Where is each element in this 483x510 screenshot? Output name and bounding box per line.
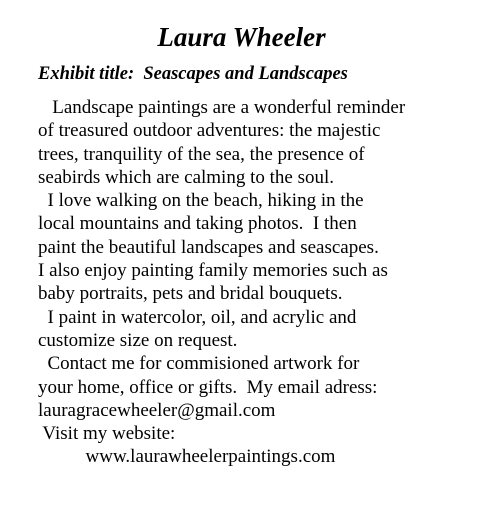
- statement-line: of treasured outdoor adventures: the majestic: [38, 120, 381, 142]
- statement-line: seabirds which are calming to the soul.: [38, 166, 335, 188]
- artist-name: Laura Wheeler: [157, 22, 326, 52]
- website-label-line: Visit my website:: [38, 423, 176, 445]
- statement-line: your home, office or gifts. My email adress:: [38, 376, 378, 398]
- statement-line: baby portraits, pets and bridal bouquets.: [38, 283, 343, 305]
- statement-line: I love walking on the beach, hiking in the: [38, 190, 364, 212]
- statement-line: Contact me for commisioned artwork for: [38, 353, 360, 375]
- statement-line: customize size on request.: [38, 329, 238, 351]
- exhibit-label: Exhibit title:: [38, 64, 135, 84]
- email-line: lauragracewheeler@gmail.com: [38, 399, 276, 421]
- website-url-line: www.laurawheelerpaintings.com: [38, 446, 336, 468]
- statement-line: Landscape paintings are a wonderful reminder: [38, 97, 406, 118]
- statement-line: I also enjoy painting family memories such as: [38, 260, 388, 282]
- statement-line: paint the beautiful landscapes and seascapes.: [38, 236, 379, 258]
- exhibit-heading: [38, 62, 348, 86]
- statement-line: I paint in watercolor, oil, and acrylic and: [38, 306, 357, 328]
- statement-line: trees, tranquility of the sea, the presence of: [38, 143, 365, 165]
- statement-body: [38, 96, 405, 469]
- exhibit-title: Seascapes and Landscapes: [143, 64, 348, 84]
- statement-line: local mountains and taking photos. I then: [38, 213, 357, 235]
